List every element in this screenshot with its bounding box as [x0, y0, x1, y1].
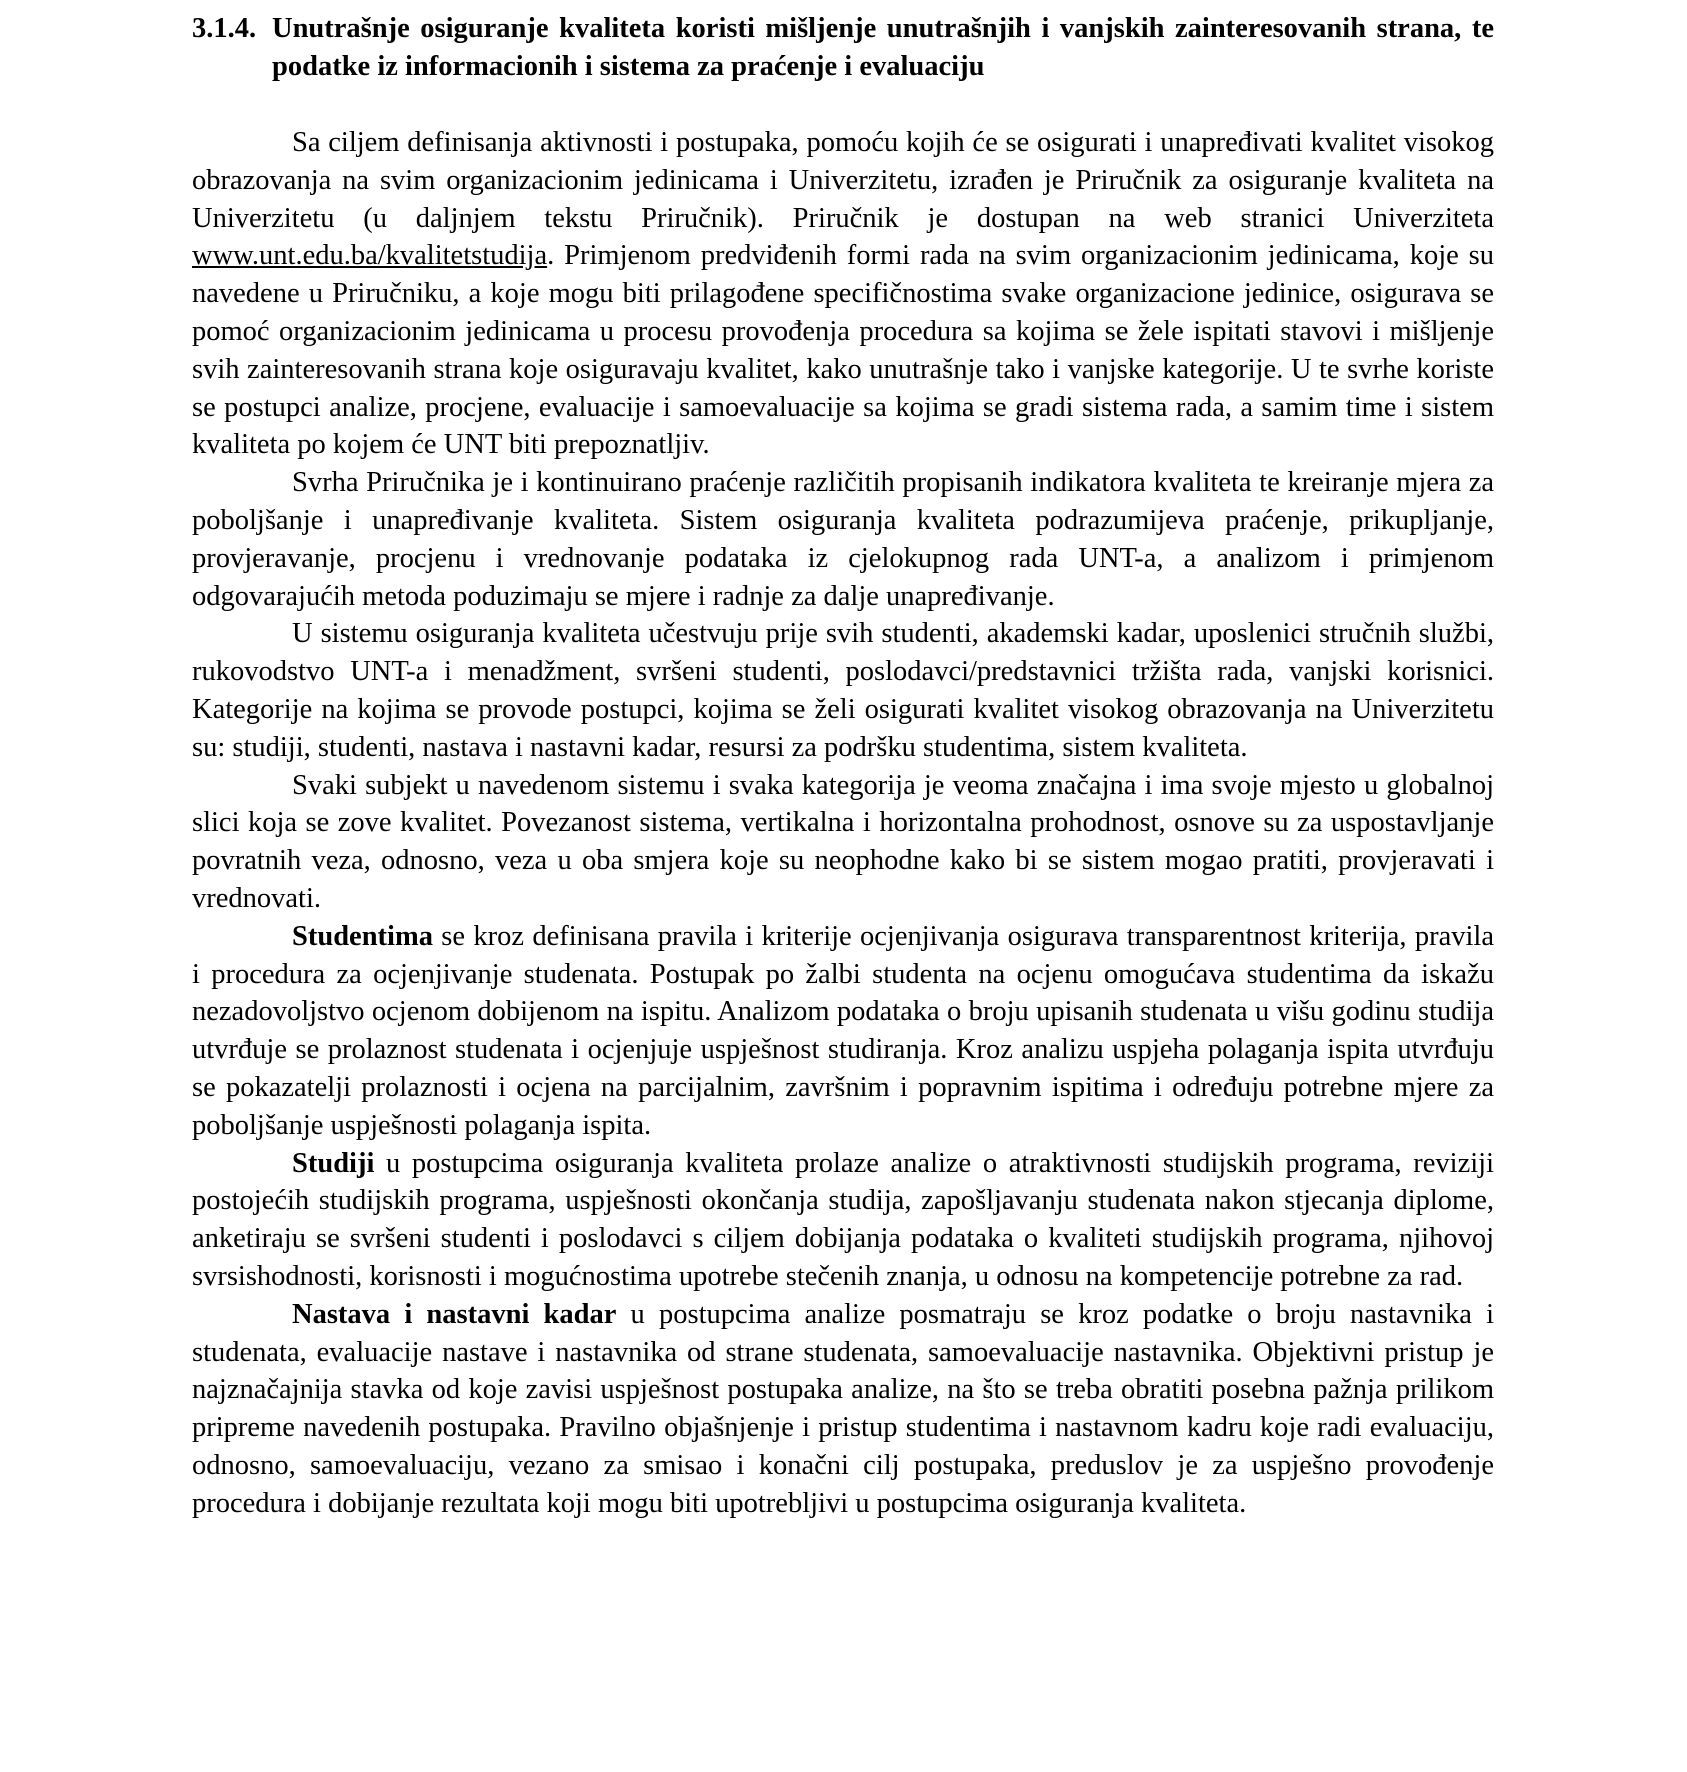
paragraph-participants: U sistemu osiguranja kvaliteta učestvuju prije svih studenti, akademski kadar, uposlenici stručnih službi, rukovodstvo UNT-a i menadžment, svršeni studenti, poslodavci/predstavnici tržišta rada, vanjski korisnici. Kategorije na kojima se provode postupci, kojima se želi osigurati kvalitet visokog obrazovanja na Univerzitetu su: studiji, studenti, nastava i nastavni kadar, resursi za podršku studentima, sistem kvaliteta.	[192, 618, 1494, 763]
section-title: Unutrašnje osiguranje kvaliteta koristi mišljenje unutrašnjih i vanjskih zainteresovanih strana, te podatke iz informacionih i sistema za praćenje i evaluaciju	[272, 13, 1494, 82]
paragraph-lead-term: Studiji	[292, 1147, 375, 1179]
paragraph-text: Sa ciljem definisanja aktivnosti i postupaka, pomoću kojih će se osigurati i unapređivati kvalitet visokog obrazovanja na svim organizacionim jedinicama i Univerzitetu, izrađen je Priručnik za osiguranje kvaliteta na Univerzitetu (u daljnjem tekstu Priručnik). Priručnik je dostupan na web stranici Univerziteta	[192, 127, 1494, 234]
paragraph-subjects: Svaki subjekt u navedenom sistemu i svaka kategorija je veoma značajna i ima svoje mjesto u globalnoj slici koja se zove kvalitet. Povezanost sistema, vertikalna i horizontalna prohodnost, osnove su za uspostavljanje povratnih veza, odnosno, veza u oba smjera koje su neophodne kako bi se sistem mogao pratiti, provjeravati i vrednovati.	[192, 769, 1494, 914]
document-body	[192, 124, 1494, 1522]
paragraph-studies	[192, 1145, 1494, 1296]
paragraph-lead-term: Studentima	[292, 920, 433, 952]
section-number: 3.1.4.	[192, 13, 257, 44]
paragraph-text: u postupcima osiguranja kvaliteta prolaze analize o atraktivnosti studijskih programa, reviziji postojećih studijskih programa, uspješnosti okončanja studija, zapošljavanju studenata nakon stjecanja diplome, anketiraju se svršeni studenti i poslodavci s ciljem dobijanja podataka o kvaliteti studijskih programa, njihovoj svrsishodnosti, korisnosti i mogućnostima upotrebe stečenih znanja, u odnosu na kompetencije potrebne za rad.	[192, 1147, 1494, 1292]
section-heading	[192, 10, 1494, 86]
paragraph-teaching-staff	[192, 1296, 1494, 1523]
paragraph-students	[192, 918, 1494, 1145]
paragraph-lead-term: Nastava i nastavni kadar	[292, 1298, 617, 1330]
paragraph-text: u postupcima analize posmatraju se kroz podatke o broju nastavnika i studenata, evaluacije nastave i nastavnika od strane studenata, samoevaluacije nastavnika. Objektivni pristup je najznačajnija stavka od koje zavisi uspješnost postupaka analize, na što se treba obratiti posebna pažnja prilikom pripreme navedenih postupaka. Pravilno objašnjenje i pristup studentima i nastavnom kadru koje radi evaluaciju, odnosno, samoevaluaciju, vezano za smisao i konačni cilj postupaka, preduslov je za uspješno provođenje procedura i dobijanje rezultata koji mogu biti upotrebljivi u postupcima osiguranja kvaliteta.	[192, 1298, 1494, 1519]
paragraph-text: . Primjenom predviđenih formi rada na svim organizacionim jedinicama, koje su navedene u Priručniku, a koje mogu biti prilagođene specifičnostima svake organizacione jedinice, osigurava se pomoć organizacionim jedinicama u procesu provođenja procedura sa kojima se žele ispitati stavovi i mišljenje svih zainteresovanih strana koje osiguravaju kvalitet, kako unutrašnje tako i vanjske kategorije. U te svrhe koriste se postupci analize, procjene, evaluacije i samoevaluacije sa kojima se gradi sistema rada, a samim time i sistem kvaliteta po kojem će UNT biti prepoznatljiv.	[192, 240, 1494, 461]
paragraph-purpose: Svrha Priručnika je i kontinuirano praćenje različitih propisanih indikatora kvaliteta te kreiranje mjera za poboljšanje i unapređivanje kvaliteta. Sistem osiguranja kvaliteta podrazumijeva praćenje, prikupljanje, provjeravanje, procjenu i vrednovanje podataka iz cjelokupnog rada UNT-a, a analizom i primjenom odgovarajućih metoda poduzimaju se mjere i radnje za dalje unapređivanje.	[192, 467, 1494, 612]
paragraph-handbook	[192, 124, 1494, 464]
paragraph-text: se kroz definisana pravila i kriterije ocjenjivanja osigurava transparentnost kriterija, pravila i procedura za ocjenjivanje studenata. Postupak po žalbi studenta na ocjenu omogućava studentima da iskažu nezadovoljstvo ocjenom dobijenom na ispitu. Analizom podataka o broju upisanih studenata u višu godinu studija utvrđuje se prolaznost studenata i ocjenjuje uspješnost studiranja. Kroz analizu uspjeha polaganja ispita utvrđuju se pokazatelji prolaznosti i ocjena na parcijalnim, završnim i popravnim ispitima i određuju potrebne mjere za poboljšanje uspješnosti polaganja ispita.	[192, 920, 1494, 1141]
website-link[interactable]: www.unt.edu.ba/kvalitetstudija	[192, 240, 548, 272]
